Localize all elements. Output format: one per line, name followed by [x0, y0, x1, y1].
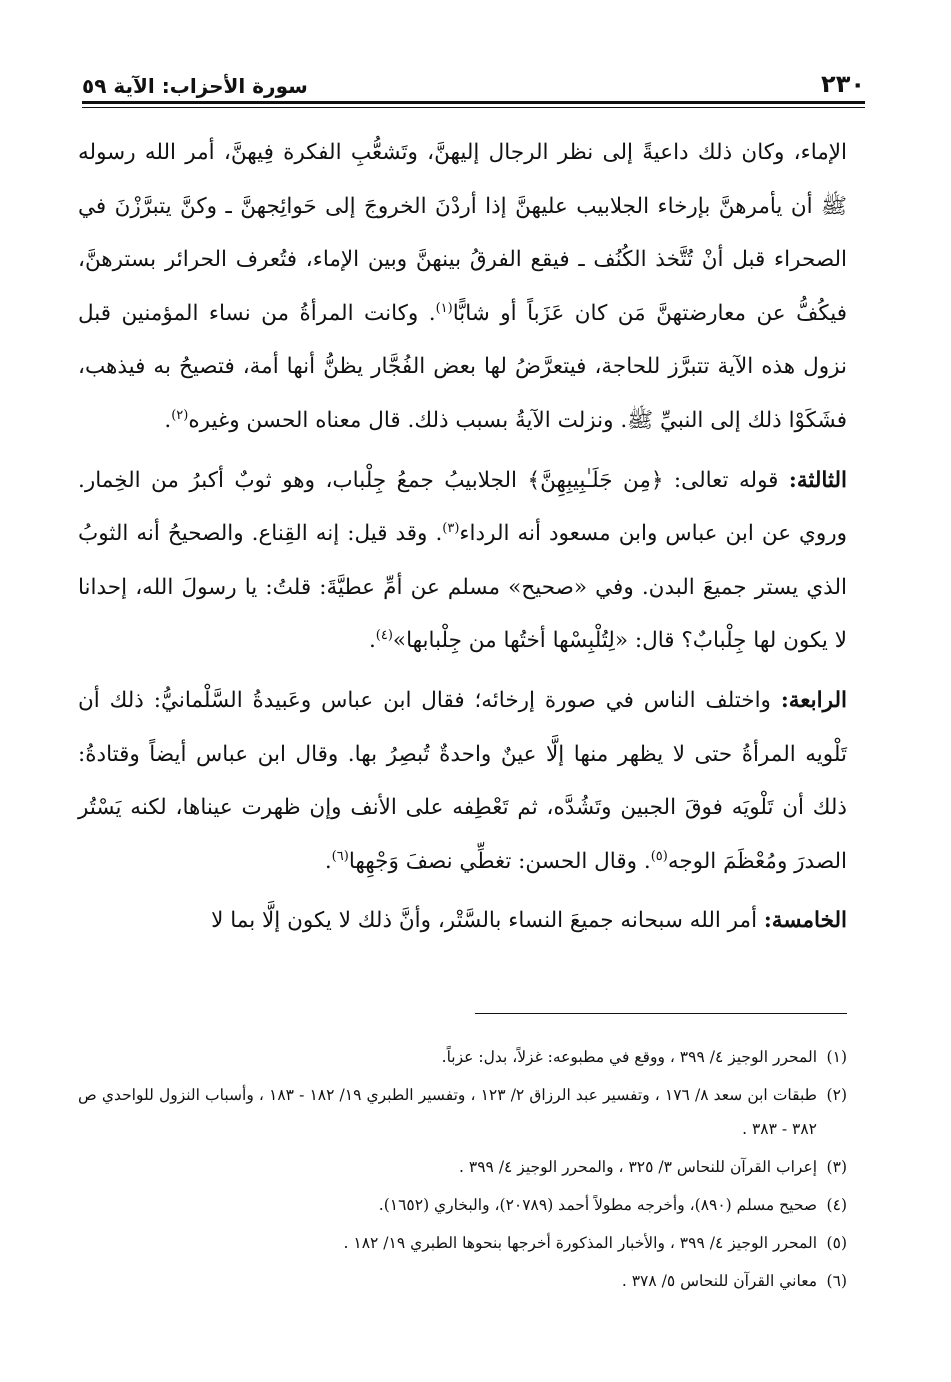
paragraph-1 — [78, 126, 847, 448]
footnote-number: (٣) — [826, 1158, 847, 1176]
footnote-ref: (٦) — [331, 848, 349, 864]
paragraph-text: . — [368, 628, 376, 654]
footnote-ref: (٢) — [171, 407, 189, 423]
footnote-ref: (١) — [435, 300, 453, 316]
footnote-number: (٥) — [826, 1234, 847, 1252]
footnote-text: معاني القرآن للنحاس ٥/ ٣٧٨ . — [621, 1272, 817, 1290]
footnote-text: إعراب القرآن للنحاس ٣/ ٣٢٥ ، والمحرر الوجيز ٤/ ٣٩٩ . — [459, 1158, 817, 1176]
paragraph-lead: الرابعة: — [780, 687, 847, 713]
footnote-ref: (٥) — [650, 848, 668, 864]
footnote — [78, 1150, 847, 1184]
header-rule — [82, 101, 865, 108]
paragraph-text: . وكانت المرأةُ من نساء المؤمنين قبل نزول هذه الآية تتبرَّز للحاجة، فيتعرَّضُ لها بعض الفُجَّار يظنُّ أنها أمة، فتصيحُ به فيذهب، فشَكَوْا ذلك إلى النبيِّ ﷺ. ونزلت الآيةُ بسبب ذلك. قال معناه الحسن وغيره — [78, 300, 847, 433]
footnote-number: (٤) — [826, 1196, 847, 1214]
paragraph-text: قوله تعالى: ﴿مِن جَلَـٰبِيبِهِنَّ﴾ الجلابيبُ جمعُ جِلْباب، وهو ثوبٌ أكبرُ من الخِمار. وروي عن ابن عباس وابن مسعود أنه الرداء — [78, 467, 847, 547]
footnote-number: (٢) — [826, 1086, 847, 1104]
footnote — [78, 1264, 847, 1298]
footnote-text: المحرر الوجيز ٤/ ٣٩٩ ، ووقع في مطبوعه: غزلاً، بدل: عزباً. — [441, 1048, 817, 1066]
paragraph-text: . — [164, 407, 172, 433]
footnote-number: (١) — [826, 1048, 847, 1066]
footnote-ref: (٤) — [375, 628, 393, 644]
footnote — [78, 1188, 847, 1222]
footnote-ref: (٣) — [442, 521, 460, 536]
paragraph-text: الإماء، وكان ذلك داعيةً إلى نظر الرجال إليهنَّ، وتَشعُّبِ الفكرة فِيهنَّ، أمر الله رسوله ﷺ أن يأمرهنَّ بإرخاء الجلابيب عليهنَّ إذا أردْنَ الخروجَ إلى حَوائِجهنَّ ـ وكنَّ يتبرَّزْنَ في الصحراء قبل أنْ تُتَّخذ الكُنُف ـ فيقع الفرقُ بينهنَّ وبين الإماء، فتُعرف الحرائر بسترهنَّ، فيكُفُّ عن معارضتهنَّ مَن كان عَزَباً أو شابًّا — [78, 140, 847, 326]
paragraph-text: . وقد قيل: إنه القِناع. والصحيحُ أنه الثوبُ الذي يستر جميعَ البدن. وفي «صحيح» مسلم عن أمِّ عطيَّةَ: قلتُ: يا رسولَ الله، إحدانا لا يكون لها جِلْبابٌ؟ قال: «لِتُلْبِسْها أختُها من جِلْبابها» — [78, 521, 847, 654]
footnote — [78, 1226, 847, 1260]
footnote — [78, 1078, 847, 1146]
footnote-number: (٦) — [826, 1272, 847, 1290]
footnotes — [78, 1040, 847, 1298]
footnote-text: صحيح مسلم (٨٩٠)، وأخرجه مطولاً أحمد (٢٠٧٨٩)، والبخاري (١٦٥٢). — [378, 1196, 817, 1214]
paragraph-text: . — [324, 848, 332, 874]
main-text — [78, 126, 847, 948]
paragraph-4 — [78, 894, 847, 948]
footnote — [78, 1040, 847, 1074]
paragraph-text: . وقال الحسن: تغطِّي نصفَ وَجْهِها — [348, 848, 651, 874]
paragraph-lead: الخامسة: — [763, 908, 847, 934]
paragraph-2 — [78, 454, 847, 668]
page-number: ٢٣٠ — [821, 70, 865, 98]
footnote-text: طبقات ابن سعد ٨/ ١٧٦ ، وتفسير عبد الرزاق ٢/ ١٢٣ ، وتفسير الطبري ١٩/ ١٨٢ - ١٨٣ ، وأسباب النزول للواحدي ص ٣٨٢ - ٣٨٣ . — [78, 1086, 818, 1138]
paragraph-text: واختلف الناس في صورة إرخائه؛ فقال ابن عباس وعَبيدةُ السَّلْمانيُّ: ذلك أن تَلْويه المرأةُ حتى لا يظهر منها إلَّا عينٌ واحدةٌ تُبصِرُ بها. وقال ابن عباس أيضاً وقتادةُ: ذلك أن تَلْويَه فوقَ الجبين وتَشُدَّه، ثم تَعْطِفه على الأنف وإن ظهرت عيناها، لكنه يَسْتُر الصدرَ ومُعْظَمَ الوجه — [78, 687, 847, 874]
surah-verse-title: سورة الأحزاب: الآية ٥٩ — [82, 74, 308, 98]
paragraph-text: أمر الله سبحانه جميعَ النساء بالسَّتْر، وأنَّ ذلك لا يكون إلَّا بما لا — [211, 908, 764, 934]
footnote-text: المحرر الوجيز ٤/ ٣٩٩ ، والأخبار المذكورة أخرجها بنحوها الطبري ١٩/ ١٨٢ . — [343, 1234, 817, 1252]
paragraph-lead: الثالثة: — [788, 467, 847, 493]
footnote-rule — [475, 1013, 847, 1014]
running-header — [82, 60, 865, 98]
paragraph-3 — [78, 674, 847, 888]
